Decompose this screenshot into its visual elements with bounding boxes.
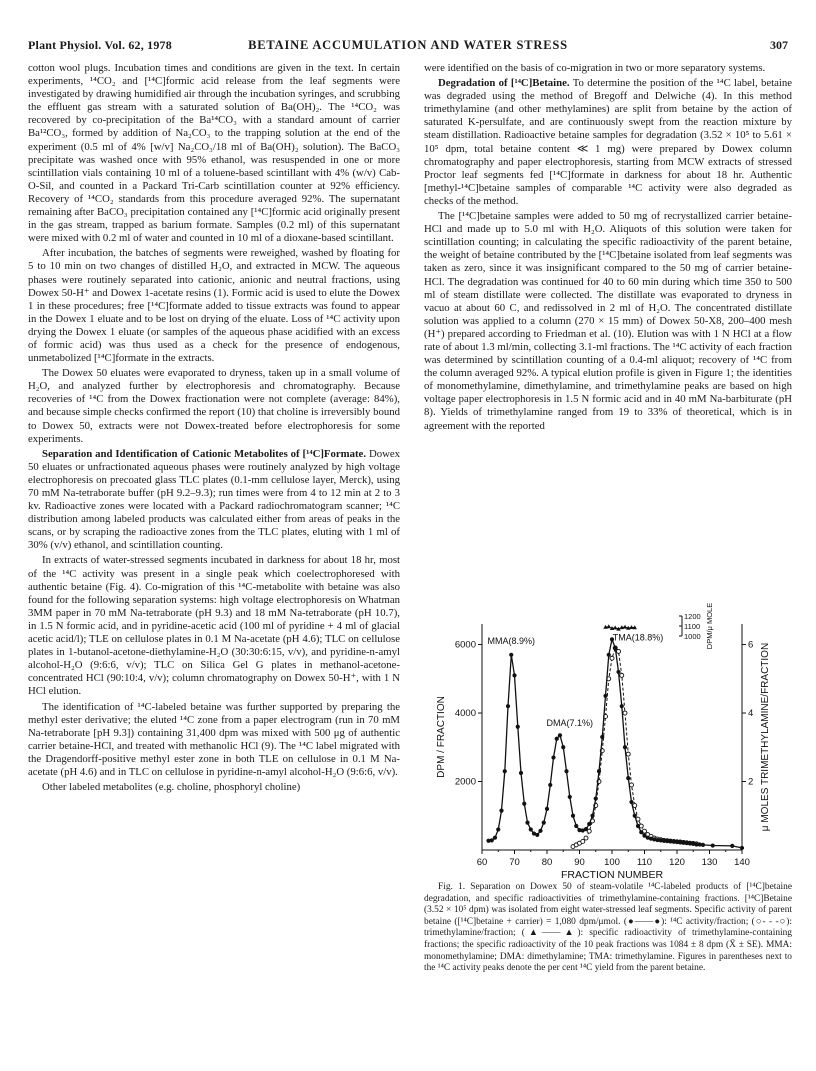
c14-activity-point bbox=[701, 843, 705, 847]
c14-activity-point bbox=[584, 827, 588, 831]
c14-activity-point bbox=[568, 795, 572, 799]
c14-activity-point bbox=[542, 821, 546, 825]
y-left-axis-label: DPM / FRACTION bbox=[436, 696, 447, 778]
c14-activity-point bbox=[551, 755, 555, 759]
paragraph-text: After incubation, the batches of segments were reweighed, washed by floating for 5 to 10 min on two changes of distilled H₂O, and extracted in MCW. The aqueous phases were routinely separated into cationic, anionic and neutral fractions, using Dowex 50-H⁺ and Dowex 1-acetate resins (1). Formic acid is used to elute the Dowex 1 in these procedures; free [¹⁴C]formate added to tissue extracts was found to appear in the Dowex 1 eluate and to be lost on drying of the eluate. Loss of ¹⁴C activity upon drying the Dowex 1 eluate (or samples of the aqueous phase acidified with an excess of formic acid) was thus used as a check for the presence of endogenous, unmetabolized [¹⁴C]formate in the extracts. bbox=[28, 247, 400, 365]
paragraph-text: cotton wool plugs. Incubation times and conditions are given in the text. In certain experiments, ¹⁴CO₂ and [¹⁴C]formic acid release from the leaf segments were investigated by drawing humidified air through the incubation syringes, and scrubbing the effluent gas stream with a saturated solution of Ba(OH)₂. The ¹⁴CO₂ was recovered by co-precipitation of the Ba¹⁴CO₃ with a standard amount of carrier Ba¹²CO₃, formed by addition of Na₂CO₃ to the trapping solution at the end of the experiment (0.5 ml of 4% [w/v] Na₂CO₃/18 ml of Ba(OH)₂ solution). The BaCO₃ precipitate was washed once with 95% ethanol, was resuspended in one or more scintillation vials containing 10 ml of a toluene-based scintillant with 4% (w/v) Cab-O-Sil, and counted in a Packard Tri-Carb scintillation counter at 92% efficiency. Recovery of ¹⁴CO₂ standards from this procedure averaged 92%. The supernatant remaining after BaCO₃ precipitation contained any [¹⁴C]formic acid originally present in the gas stream, trapped as barium formate. Samples (0.2 ml) of this supernatant were mixed with 0.2 ml of water and counted in 10 ml of a dioxane-based scintillant. bbox=[28, 62, 400, 245]
c14-activity-point bbox=[558, 733, 562, 737]
c14-activity-point bbox=[597, 769, 601, 773]
figure-caption bbox=[424, 882, 792, 975]
running-title: BETAINE ACCUMULATION AND WATER STRESS bbox=[248, 38, 568, 52]
paragraph-text: Other labeled metabolites (e.g. choline, phosphoryl choline) bbox=[42, 781, 301, 794]
page-number: 307 bbox=[770, 38, 788, 52]
trimethylamine-point bbox=[617, 649, 621, 653]
c14-activity-point bbox=[561, 745, 565, 749]
x-tick-label: 60 bbox=[476, 857, 488, 868]
trimethylamine-point bbox=[630, 783, 634, 787]
peak-label: DMA(7.1%) bbox=[546, 718, 594, 729]
c14-activity-point bbox=[626, 776, 630, 780]
right_column-paragraph bbox=[424, 210, 792, 433]
y-right-axis-label: μ MOLES TRIMETHYLAMINE/FRACTION bbox=[760, 642, 771, 832]
x-tick-label: 80 bbox=[541, 857, 553, 868]
left_column-paragraph bbox=[28, 448, 400, 553]
section-heading: Separation and Identification of Cationic Metabolites of [¹⁴C]Formate. bbox=[42, 447, 367, 460]
c14-activity-point bbox=[490, 838, 494, 842]
c14-activity-point bbox=[711, 843, 715, 847]
c14-activity-point bbox=[545, 807, 549, 811]
x-tick-label: 120 bbox=[669, 857, 685, 868]
x-tick-label: 110 bbox=[636, 857, 653, 868]
y-left-tick-label: 2000 bbox=[454, 776, 476, 788]
paragraph-text: Dowex 50 eluates or unfractionated aqueous phases were routinely analyzed by high voltage electrophoresis on precoated glass TLC plates (0.1-mm cellulose layer, Merck), using 70 mM Na-tetraborate buffer (pH 9.2–9.3); run times were from 4 to 12 min at 2 to 3 kv. Radioactive zones were located with a Packard radiochromatogram scanner; ¹⁴C distribution among labeled products was calculated either from areas of peaks in the scans, or by scraping the radioactive zones from the TLC plates, eluting with 1 ml of 30% (v/v) ethanol, and scintillation counting. bbox=[28, 447, 400, 552]
c14-activity-point bbox=[535, 833, 539, 837]
c14-activity-point bbox=[571, 814, 575, 818]
trimethylamine-point bbox=[581, 839, 585, 843]
paragraph-text: The [¹⁴C]betaine samples were added to 50 mg of recrystallized carrier betaine-HCl and made up to 5.0 ml with H₂O. Aliquots of this solution were taken for scintillation counting; in calculating the specific radioactivity of the parent betaine, the weight of betaine contributed by the [¹⁴C]betaine isolated from leaf segments was taken as zero, since it was insignificant compared to the 50 mg of carrier betaine-HCl. The degradation was continued for 40 to 60 min during which time 350 to 500 ml of steam distillate were collected. The distillate was evaporated to dryness in vacuo at about 60 C, and redissolved in 2 ml of H₂O. The concentrated distillate solution was applied to a column (270 × 15 mm) of Dowex 50-X8, 200–400 mesh (H⁺) prepared according to Friedman et al. (10). Elution was with 1 N HCl at a flow rate of about 1.3 ml/min, collecting 3.1-ml fractions. The ¹⁴C activity of each fraction was determined by scintillation counting of a 0.4-ml aliquot; recovery of ¹⁴C from the column averaged 92%. A typical elution profile is given in Figure 1; the identities of monomethylamine, dimethylamine, and trimethylamine peaks are based on high voltage paper electrophoresis in 1.5 N formic acid and in 40 mM Na-barbiturate (pH 8). Yields of trimethylamine ranged from 19 to 33% of theoretical, which is in agreement with the reported bbox=[424, 210, 792, 432]
right_column-paragraph bbox=[424, 62, 792, 75]
inset-tick-label: 1000 bbox=[684, 632, 701, 641]
left_column-paragraph bbox=[28, 62, 400, 245]
c14-activity-point bbox=[636, 824, 640, 828]
c14-activity-point bbox=[522, 802, 526, 806]
c14-activity-point bbox=[496, 827, 500, 831]
x-axis-label: FRACTION NUMBER bbox=[560, 869, 664, 881]
trimethylamine-point bbox=[633, 803, 637, 807]
right_column-paragraph bbox=[424, 77, 792, 208]
peak-label: MMA(8.9%) bbox=[487, 635, 536, 646]
c14-activity-point bbox=[548, 783, 552, 787]
peak-label: TMA(18.8%) bbox=[612, 632, 664, 643]
c14-activity-point bbox=[620, 704, 624, 708]
c14-activity-point bbox=[503, 769, 507, 773]
c14-activity-point bbox=[519, 771, 523, 775]
trimethylamine-point bbox=[584, 836, 588, 840]
trimethylamine-point bbox=[626, 752, 630, 756]
y-left-tick-label: 6000 bbox=[454, 639, 476, 651]
left_column-paragraph bbox=[28, 247, 400, 365]
c14-activity-point bbox=[587, 822, 591, 826]
x-tick-label: 100 bbox=[604, 857, 620, 868]
x-tick-label: 90 bbox=[574, 857, 585, 868]
specific-radioactivity-point bbox=[613, 626, 617, 630]
inset-tick-label: 1100 bbox=[684, 622, 701, 631]
c14-activity-line bbox=[489, 639, 743, 848]
c14-activity-point bbox=[629, 800, 633, 804]
y-left-tick-label: 4000 bbox=[454, 708, 476, 720]
c14-activity-point bbox=[613, 646, 617, 650]
right-column bbox=[424, 62, 792, 433]
trimethylamine-point bbox=[623, 711, 627, 715]
running-header bbox=[28, 38, 788, 54]
left_column-paragraph bbox=[28, 367, 400, 446]
c14-activity-point bbox=[538, 829, 542, 833]
trimethylamine-point bbox=[620, 673, 624, 677]
specific-radioactivity-point bbox=[623, 625, 627, 629]
inset-axis-label: DPM/μ MOLE bbox=[705, 602, 714, 650]
c14-activity-point bbox=[499, 809, 503, 813]
paragraph-text: were identified on the basis of co-migration in two or more separatory systems. bbox=[424, 62, 766, 74]
c14-activity-point bbox=[512, 673, 516, 677]
c14-activity-point bbox=[623, 745, 627, 749]
specific-radioactivity-point bbox=[607, 624, 611, 628]
c14-activity-point bbox=[529, 827, 533, 831]
caption-text: Fig. 1. Separation on Dowex 50 of steam-volatile ¹⁴C-labeled products of [¹⁴C]betaine degradation, and specific radioactivities of trimethylamine-containing fractions. [¹⁴C]Betaine (3.52 × 10⁵ dpm) was isolated from eight water-stressed leaf segments. Specific activity of parent betaine ([¹⁴C]betaine + carrier) = 1,080 dpm/μmol. (●——●): ¹⁴C activity/fraction; (○- - -○): trimethylamine/fraction; (▲——▲): specific radioactivity of trimethylamine-containing fractions; the specific radioactivity of the 10 peak fractions was 1084 ± 8 dpm (X̄ ± SE). MMA: monomethylamine; DMA: dimethylamine; TMA: trimethylamine. Figures in parentheses next to the ¹⁴C activity peaks denote the per cent ¹⁴C yield from the parent betaine. bbox=[424, 882, 792, 974]
x-tick-label: 70 bbox=[509, 857, 520, 868]
c14-activity-point bbox=[603, 694, 607, 698]
c14-activity-point bbox=[607, 653, 611, 657]
inset-tick-label: 1200 bbox=[684, 612, 701, 621]
c14-activity-point bbox=[525, 821, 529, 825]
left_column-paragraph bbox=[28, 781, 400, 794]
c14-activity-point bbox=[574, 824, 578, 828]
c14-activity-point bbox=[506, 704, 510, 708]
c14-activity-point bbox=[639, 830, 643, 834]
x-tick-label: 130 bbox=[701, 857, 718, 868]
c14-activity-point bbox=[493, 836, 497, 840]
y-right-tick-label: 4 bbox=[748, 708, 754, 720]
c14-activity-point bbox=[600, 735, 604, 739]
paragraph-text: The identification of ¹⁴C-labeled betaine was further supported by preparing the methyl ester derivative; the eluted ¹⁴C zone from a paper electrogram (run in 70 mM Na-tetraborate [pH 9.3]) containing 31,400 dpm was mixed with 500 μg of authentic carrier betaine-HCl, and treated with methanolic HCl (9). The ¹⁴C label migrated with the Dragendorff-positive methyl ester zone in both TLE on cellulose in 0.1 M Na-acetate (pH 4.6) and in TLC on cellulose in pyridine-n-amyl alcohol-H₂O (9:6:6, v/v). bbox=[28, 700, 400, 778]
c14-activity-point bbox=[730, 844, 734, 848]
y-right-tick-label: 6 bbox=[748, 639, 754, 651]
journal-citation: Plant Physiol. Vol. 62, 1978 bbox=[28, 38, 172, 52]
c14-activity-point bbox=[740, 846, 744, 850]
x-tick-label: 140 bbox=[734, 857, 750, 868]
c14-activity-point bbox=[594, 797, 598, 801]
left_column-paragraph bbox=[28, 701, 400, 780]
y-right-tick-label: 2 bbox=[748, 776, 754, 788]
c14-activity-point bbox=[633, 814, 637, 818]
c14-activity-point bbox=[516, 725, 520, 729]
c14-activity-point bbox=[509, 653, 513, 657]
paragraph-text: To determine the position of the ¹⁴C label, betaine was degraded using the method of Bregoff and Delwiche (4). In this method trimethylamine (and other methylamines) are split from betaine by the action of saturated K-persulfate, and are continuously swept from the reaction mixture by steam distillation. Radioactive betaine samples for degradation (3.52 × 10⁵ to 5.61 × 10⁵ dpm, total betaine content ≪ 1 mg) were prepared by Dowex column chromatography and paper electrophoresis, starting from MCW extracts of stressed Proctor leaf segments fed [¹⁴C]formate in darkness for about 18 hr. Authentic [methyl-¹⁴C]betaine samples of comparable ¹⁴C activity were also degraded as checks of the method. bbox=[424, 77, 792, 207]
left_column-paragraph bbox=[28, 554, 400, 698]
c14-activity-point bbox=[555, 737, 559, 741]
left-column bbox=[28, 62, 400, 794]
c14-activity-point bbox=[564, 769, 568, 773]
c14-activity-point bbox=[616, 670, 620, 674]
paragraph-text: The Dowex 50 eluates were evaporated to dryness, taken up in a small volume of H₂O, and analyzed further by electrophoresis and chromatography. Because recoveries of ¹⁴C from the Dowex fractionation were not complete (average: 84%), and because simple checks confirmed the report (10) that choline is irreversibly bound to Dowex 50, extracts were not Dowex-treated before electrophoresis for some experiments. bbox=[28, 367, 400, 445]
figure-1-chart bbox=[424, 600, 792, 882]
section-heading: Degradation of [¹⁴C]Betaine. bbox=[438, 77, 570, 90]
c14-activity-point bbox=[590, 814, 594, 818]
paragraph-text: In extracts of water-stressed segments incubated in darkness for about 18 hr, most of the ¹⁴C activity was present in a single peak which coelectrophoresed with authentic betaine (Fig. 4). Co-migration of this ¹⁴C-metabolite with betaine was also found for the following separation systems: high voltage electrophoresis on Whatman 3MM paper in 70 mM Na-tetraborate (pH 9.3) and 18 mM Na-tetraborate (pH 10.7), in 1.5 N formic acid, and in pyridine-acetic acid (100 ml of pyridine + 4 ml of glacial acetic acid/l); TLE on cellulose plates in 0.1 M Na-acetate (pH 4.6); TLC on cellulose plates in 1-butanol-acetone-diethylamine-H₂O (30:30:6:15, v/v), and pyridine-n-amyl alcohol-H₂O (9:6:6, v/v); TLC on Silica Gel G plates in methanol-acetone-concentrated HCl (90:10:4, v/v); column chromatography on Dowex 50-H⁺, with 1 N HCl elution. bbox=[28, 554, 400, 698]
trimethylamine-point bbox=[610, 656, 614, 660]
